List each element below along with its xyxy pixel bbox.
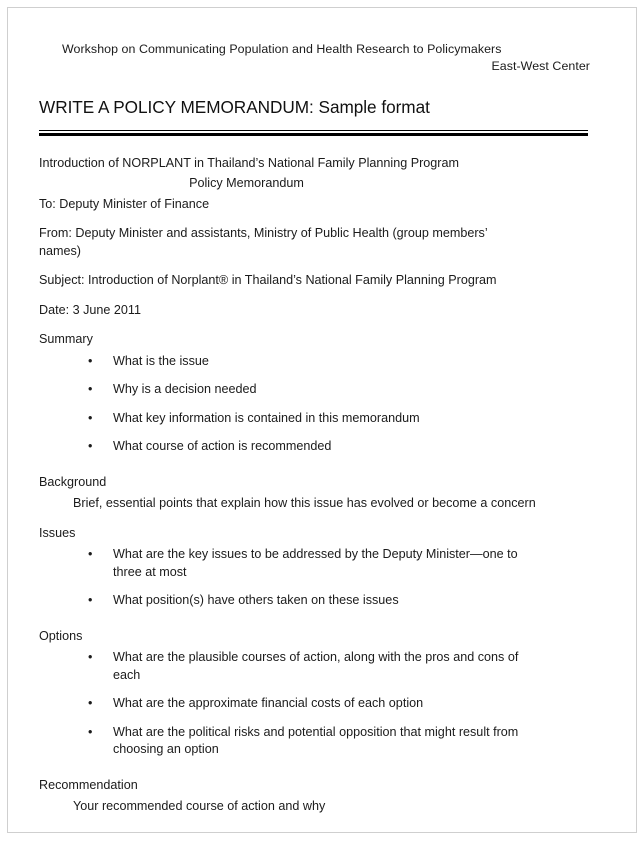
section-heading: Recommendation: [39, 777, 138, 792]
memo-section: [39, 525, 599, 628]
list-item: [39, 410, 549, 428]
section-heading: Background: [39, 474, 107, 489]
list-item-label: What are the plausible courses of action, along with the pros and cons of each: [113, 650, 519, 682]
document-page: [7, 7, 637, 833]
memo-section: [39, 474, 599, 513]
memo-date-line: Date: 3 June 2011: [39, 302, 141, 317]
list-item-label: What are the key issues to be addressed by the Deputy Minister—one to three at most: [113, 547, 518, 579]
running-head-line-2: East-West Center: [491, 59, 590, 73]
bullet-icon: •: [88, 593, 93, 608]
section-spacer: [39, 462, 599, 474]
memo-section: [39, 628, 599, 777]
document-content: [39, 41, 599, 828]
bullet-icon: •: [88, 696, 93, 711]
bullet-list: [39, 649, 599, 759]
list-item-label: What course of action is recommended: [113, 439, 332, 454]
section-paragraph: Brief, essential points that explain how this issue has evolved or become a concern: [73, 496, 536, 511]
memo-body: [39, 155, 599, 816]
list-item: [39, 381, 549, 399]
section-spacer: [39, 616, 599, 628]
list-item-label: Why is a decision needed: [113, 382, 257, 397]
section-heading: Issues: [39, 525, 76, 540]
memo-sections: [39, 331, 599, 816]
memo-header: [39, 155, 599, 320]
section-paragraph: Your recommended course of action and why: [73, 799, 326, 814]
running-head-line-1: Workshop on Communicating Population and Health Research to Policymakers: [62, 42, 502, 56]
section-heading: Options: [39, 628, 83, 643]
list-item: [39, 353, 549, 371]
list-item: [39, 724, 549, 759]
page-title: WRITE A POLICY MEMORANDUM: Sample format: [39, 97, 430, 117]
list-item: [39, 649, 549, 684]
memo-doc-type: Policy Memorandum: [189, 176, 304, 191]
memo-section: [39, 331, 599, 474]
list-item: [39, 695, 549, 713]
bullet-list: [39, 353, 599, 456]
bullet-icon: •: [88, 353, 93, 368]
bullet-icon: •: [88, 439, 93, 454]
memo-from-line: From: Deputy Minister and assistants, Ministry of Public Health (group members’ names): [39, 226, 488, 258]
list-item: [39, 592, 549, 610]
memo-subtitle-line: Introduction of NORPLANT in Thailand’s National Family Planning Program: [39, 155, 459, 170]
bullet-icon: •: [88, 547, 93, 562]
list-item: [39, 546, 549, 581]
running-head: [39, 41, 599, 74]
list-item-label: What is the issue: [113, 353, 209, 368]
memo-subject-line: Subject: Introduction of Norplant® in Thailand’s National Family Planning Program: [39, 273, 497, 288]
list-item-label: What are the approximate financial costs of each option: [113, 696, 424, 711]
memo-section: [39, 777, 599, 816]
rule-thick: [39, 133, 588, 136]
bullet-list: [39, 546, 599, 610]
list-item: [39, 438, 549, 456]
list-item-label: What position(s) have others taken on these issues: [113, 593, 399, 608]
title-double-rule: [39, 130, 588, 136]
memo-to-line: To: Deputy Minister of Finance: [39, 196, 210, 211]
section-heading: Summary: [39, 332, 93, 347]
bullet-icon: •: [88, 724, 93, 739]
bullet-icon: •: [88, 382, 93, 397]
list-item-label: What are the political risks and potential opposition that might result from choosing an option: [113, 724, 519, 757]
bullet-icon: •: [88, 650, 93, 665]
list-item-label: What key information is contained in this memorandum: [113, 410, 420, 425]
bullet-icon: •: [88, 410, 93, 425]
section-spacer: [39, 765, 599, 777]
